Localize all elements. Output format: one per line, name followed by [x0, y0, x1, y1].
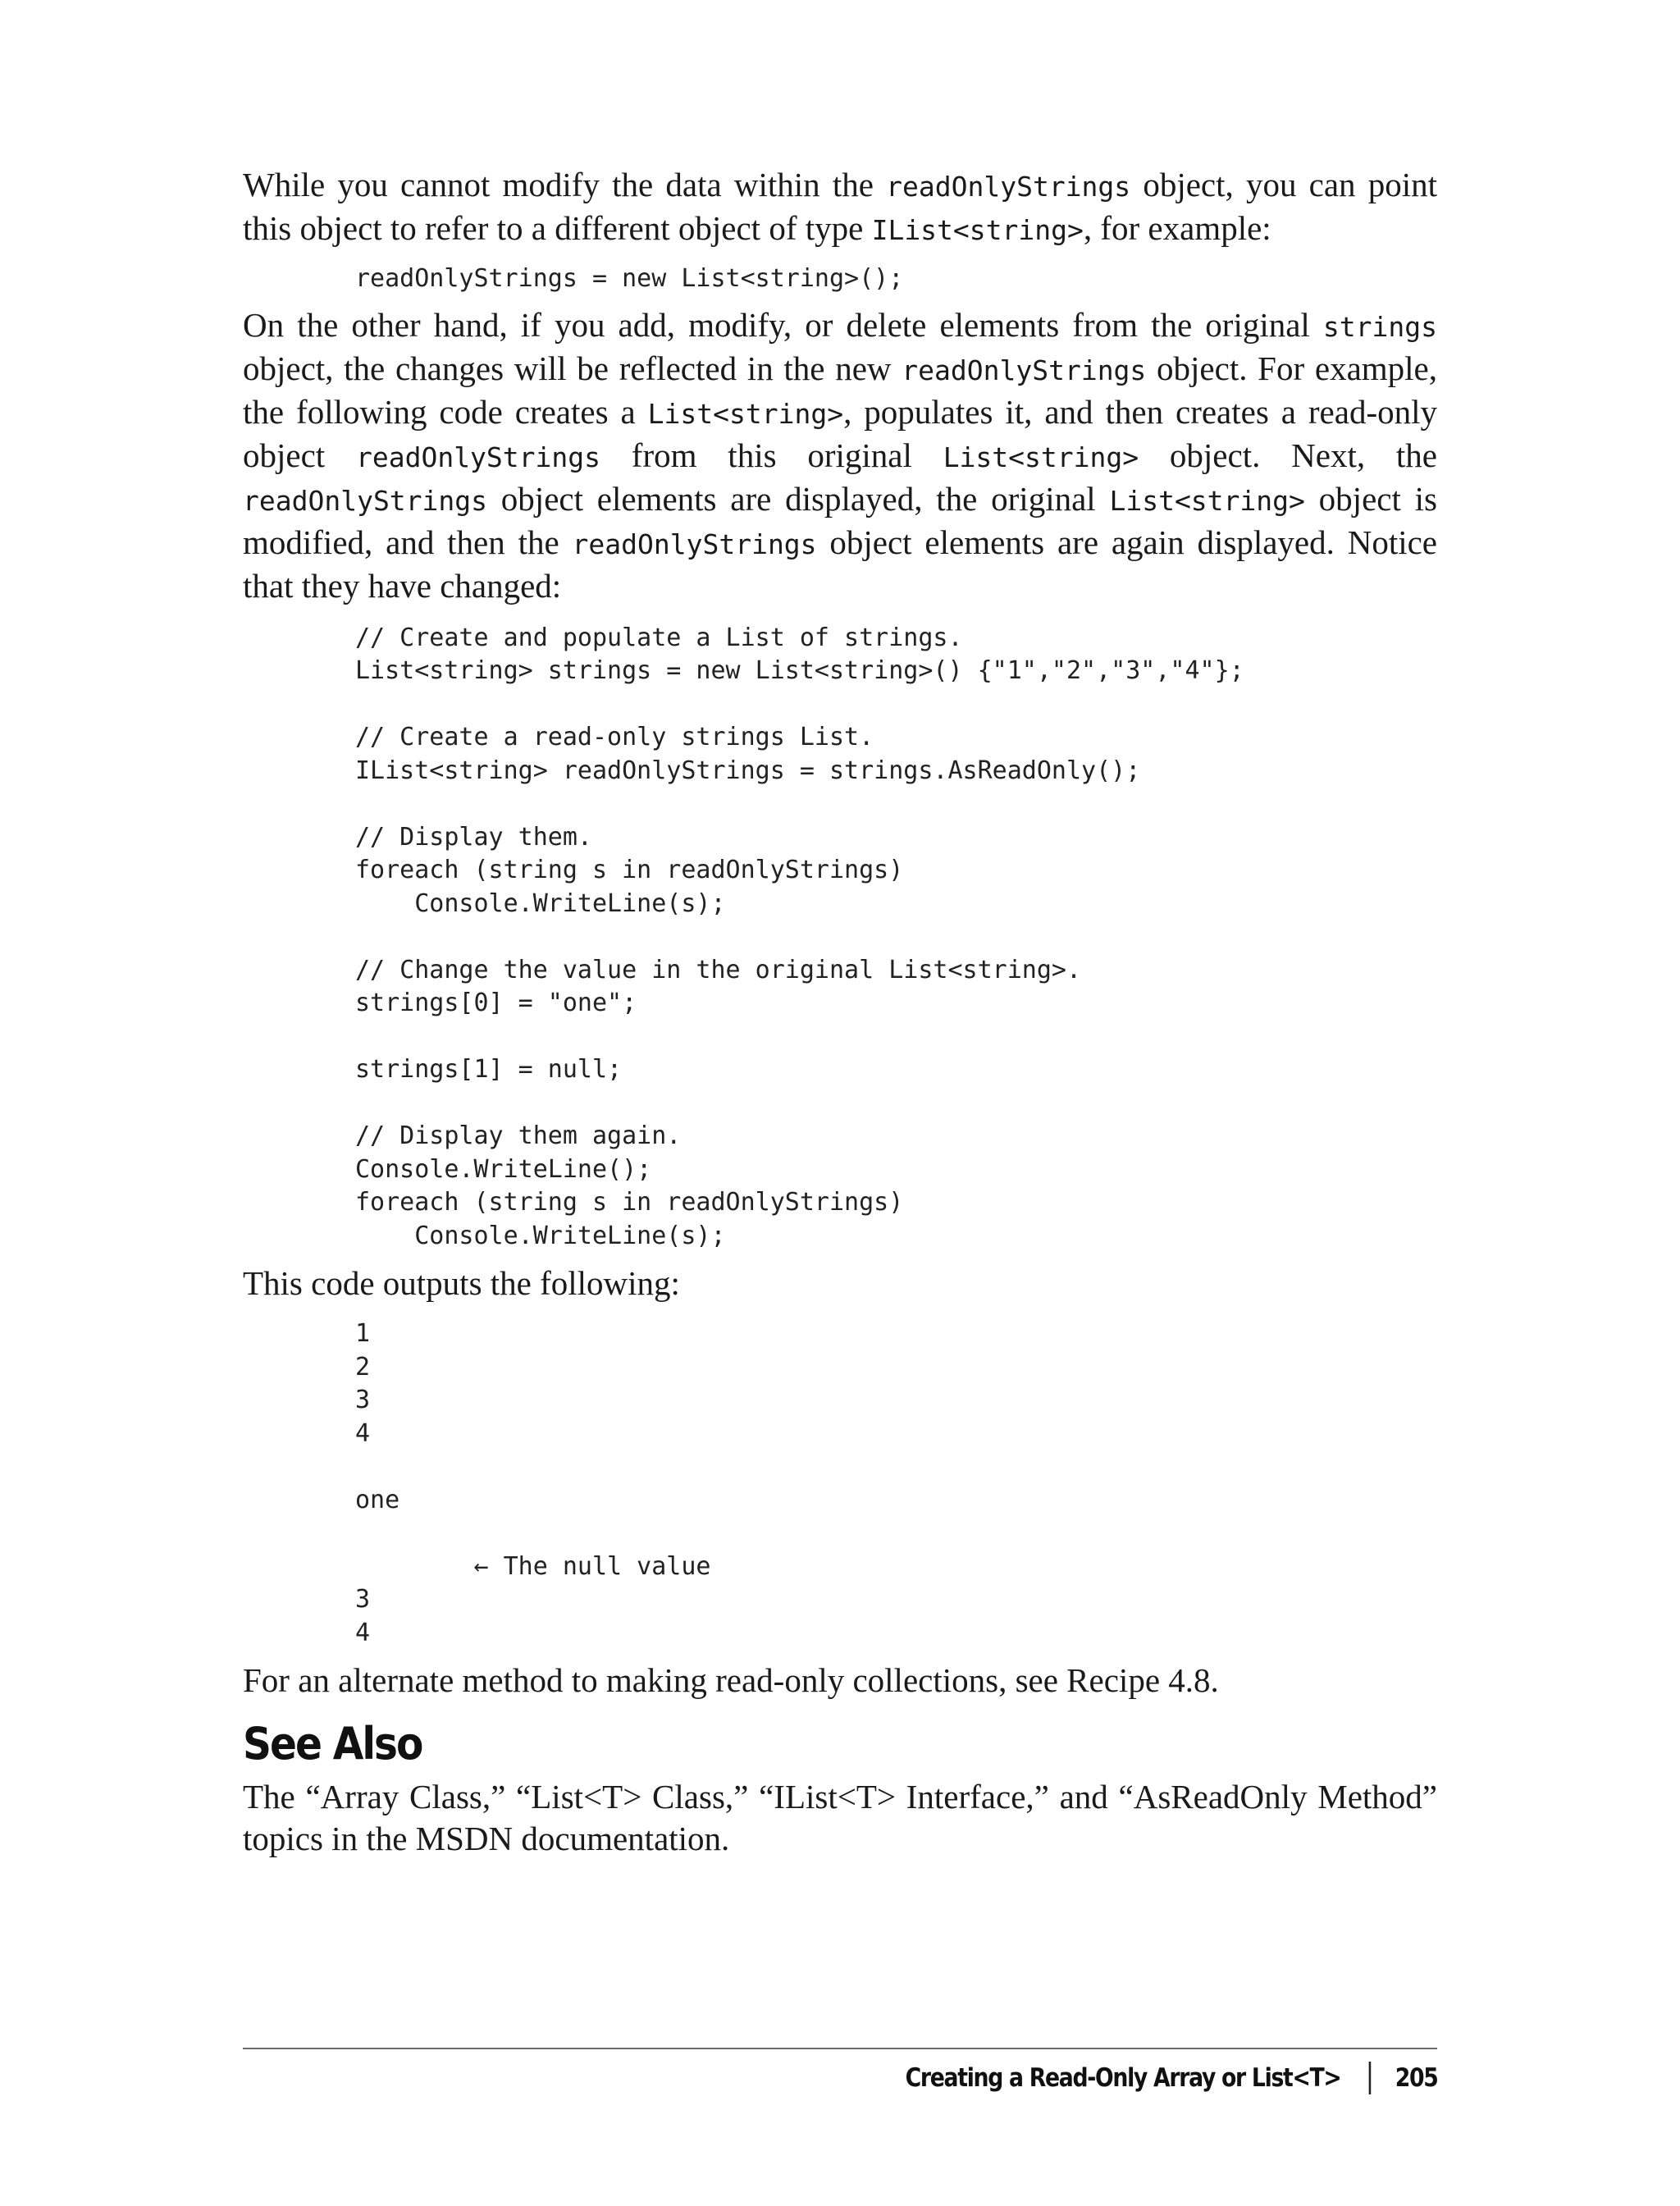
code-line: IList<string> readOnlyStrings = strings.AsReadOnly(); — [355, 756, 1141, 785]
code-line: strings[1] = null; — [355, 1055, 623, 1084]
output-line: 3 — [355, 1585, 371, 1614]
paragraph-alternate: For an alternate method to making read-only collections, see Recipe 4.8. — [243, 1661, 1219, 1699]
footer-section-title: Creating a Read-Only Array or List<T> — [905, 2063, 1340, 2093]
paragraph-explanation: On the other hand, if you add, modify, or delete elements from the original strings object, the changes will be reflected in the new readOnlyStrings object. For example, the following code creates a List<string>, populates it, and then creates a read-only object readOnlyStrings from this original List<string> object. Next, the readOnlyStrings object elements are displayed, the original List<string> object is modified, and then the readOnlyStrings object elements are again displayed. Notice that they have changed: — [243, 305, 1438, 605]
see-also-heading: See Also — [243, 1718, 422, 1770]
code-line — [355, 1021, 1437, 1054]
code-line — [355, 920, 1437, 954]
code-line: foreach (string s in readOnlyStrings) — [355, 1188, 904, 1217]
code-line: // Display them. — [355, 822, 592, 852]
output-line: 4 — [355, 1418, 371, 1448]
output-line: 2 — [355, 1352, 371, 1382]
paragraph-output-intro: This code outputs the following: — [243, 1264, 680, 1302]
code-line: List<string> strings = new List<string>() {"1","2","3","4"}; — [355, 656, 1244, 685]
output-line — [355, 1450, 1437, 1484]
code-line: Console.WriteLine(s); — [355, 1221, 726, 1250]
code-line: // Change the value in the original List<string>. — [355, 955, 1082, 984]
output-line: 1 — [355, 1319, 371, 1348]
code-block-reassign — [243, 263, 1437, 296]
output-line: 3 — [355, 1386, 371, 1414]
page-number: 205 — [1395, 2063, 1437, 2093]
code-line: Console.WriteLine(s); — [355, 888, 726, 918]
code-line: // Display them again. — [355, 1121, 682, 1150]
code-block-example — [243, 622, 1437, 1254]
code-line — [355, 688, 1437, 722]
code-line — [355, 1087, 1437, 1121]
code-line — [355, 788, 1437, 821]
footer-separator — [1368, 2062, 1371, 2094]
code-block-output — [243, 1318, 1437, 1650]
footer-rule — [243, 2048, 1437, 2049]
code-line: foreach (string s in readOnlyStrings) — [355, 856, 904, 884]
output-line — [355, 1517, 1437, 1551]
code-line: // Create and populate a List of strings. — [355, 623, 963, 652]
paragraph-intro: While you cannot modify the data within the readOnlyStrings object, you can point this object to refer to a different object of type IList<string>, for example: — [243, 166, 1438, 247]
page-footer — [905, 2053, 1437, 2103]
output-line: ← The null value — [355, 1551, 711, 1581]
page-content — [243, 164, 1437, 1860]
code-line: Console.WriteLine(); — [355, 1154, 652, 1184]
output-line: one — [355, 1485, 400, 1514]
code-line: // Create a read-only strings List. — [355, 723, 874, 751]
paragraph-see-also: The “Array Class,” “List<T> Class,” “IList<T> Interface,” and “AsReadOnly Method” topics in the MSDN documentation. — [243, 1778, 1437, 1857]
code-line: strings[0] = "one"; — [355, 989, 637, 1017]
code-line: readOnlyStrings = new List<string>(); — [355, 264, 904, 293]
output-line: 4 — [355, 1618, 371, 1647]
